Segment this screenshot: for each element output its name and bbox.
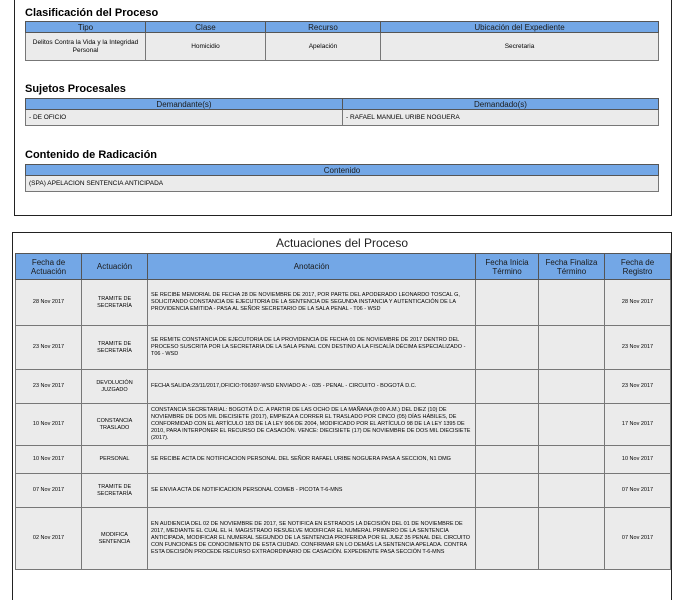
col-fecha-finaliza: Fecha Finaliza Término	[539, 254, 605, 280]
cell-fecha-finaliza	[539, 474, 605, 508]
actuaciones-title: Actuaciones del Proceso	[275, 236, 409, 250]
cell-fecha-inicia	[476, 508, 539, 570]
col-actuacion: Actuación	[82, 254, 148, 280]
cell-anotacion: EN AUDIENCIA DEL 02 DE NOVIEMBRE DE 2017, SE NOTIFICA EN ESTRADOS LA DECISIÓN DEL 01 DE NOVIEMBRE DE 2017, MEDIANTE EL CUAL EL H. MAGISTRADO RESUELVE MODIFICAR EL NUMERAL PRIMERO DE LA SENTENCIA ANTICIPADA, MODIFICAR EL NUMERAL SEGUNDO DE LA SENTENCIA PROFERIDA POR EL JUEZ 35 PENAL DEL CIRCUITO CON FUNCIONES DE CONOCIMIENTO DE ESTA CIUDAD. CONFIRMAR EN LO DEMÁS LA SENTENCIA APELADA. CONTRA ESTA DECISIÓN PROCEDE RECURSO EXTRAORDINARIO DE CASACIÓN. EXPEDIENTE PASA SECCIÓN T-6-MNS	[148, 508, 476, 570]
cell-fecha-registro: 17 Nov 2017	[605, 404, 671, 446]
cell-actuacion: CONSTANCIA TRASLADO	[82, 404, 148, 446]
cell-demandado: - RAFAEL MANUEL URIBE NOGUERA	[343, 110, 659, 126]
cell-clase: Homicidio	[146, 33, 266, 61]
cell-fecha-finaliza	[539, 446, 605, 474]
cell-anotacion: SE RECIBE MEMORIAL DE FECHA 28 DE NOVIEMBRE DE 2017, POR PARTE DEL APODERADO LEONARDO TOSCAL G, SOLICITANDO CONSTANCIA DE EJECUTORIA DE LA SENTENCIA DE SEGUNDA INSTANCIA Y AUTENTICACIÓN DE LA PROVIDENCIA EMITIDA - PASA AL SEÑOR SECRETARIO DE LA SALA PENAL - T06 - WSD	[148, 280, 476, 326]
cell-actuacion: DEVOLUCIÓN JUZGADO	[82, 370, 148, 404]
cell-contenido: (SPA) APELACION SENTENCIA ANTICIPADA	[26, 176, 659, 192]
cell-actuacion: TRAMITE DE SECRETARÍA	[82, 326, 148, 370]
cell-fecha-actuacion: 07 Nov 2017	[16, 474, 82, 508]
col-fecha-actuacion: Fecha de Actuación	[16, 254, 82, 280]
cell-anotacion: SE REMITE CONSTANCIA DE EJECUTORIA DE LA PROVIDENCIA DE FECHA 01 DE NOVIEMBRE DE 2017 DENTRO DEL PROCESO SUSCRITA POR LA SECRETARIA DE LA SALA PENAL CON DESTINO A LA FISCALÍA DÉCIMA ESPECIALIZADO - T06 - WSD	[148, 326, 476, 370]
cell-actuacion: PERSONAL	[82, 446, 148, 474]
col-anotacion: Anotación	[148, 254, 476, 280]
cell-fecha-finaliza	[539, 508, 605, 570]
cell-fecha-registro: 23 Nov 2017	[605, 370, 671, 404]
cell-fecha-actuacion: 02 Nov 2017	[16, 508, 82, 570]
col-demandante: Demandante(s)	[26, 99, 343, 110]
cell-fecha-actuacion: 10 Nov 2017	[16, 446, 82, 474]
cell-tipo: Delitos Contra la Vida y la Integridad Personal	[26, 33, 146, 61]
col-clase: Clase	[146, 22, 266, 33]
actuacion-row	[16, 446, 671, 474]
cell-fecha-finaliza	[539, 280, 605, 326]
actuacion-row	[16, 280, 671, 326]
clasificacion-title: Clasificación del Proceso	[25, 7, 159, 19]
cell-demandante: - DE OFICIO	[26, 110, 343, 126]
cell-fecha-inicia	[476, 280, 539, 326]
col-demandado: Demandado(s)	[343, 99, 659, 110]
cell-fecha-registro: 28 Nov 2017	[605, 280, 671, 326]
actuaciones-table	[15, 253, 671, 570]
actuacion-row	[16, 370, 671, 404]
col-tipo: Tipo	[26, 22, 146, 33]
cell-anotacion: SE ENVIA ACTA DE NOTIFICACION PERSONAL COMEB - PICOTA T-6-MNS	[148, 474, 476, 508]
cell-fecha-actuacion: 23 Nov 2017	[16, 370, 82, 404]
sujetos-title: Sujetos Procesales	[25, 83, 126, 95]
contenido-table	[25, 164, 659, 192]
cell-fecha-inicia	[476, 446, 539, 474]
cell-fecha-actuacion: 23 Nov 2017	[16, 326, 82, 370]
actuacion-row	[16, 508, 671, 570]
cell-actuacion: TRAMITE DE SECRETARÍA	[82, 474, 148, 508]
cell-anotacion: CONSTANCIA SECRETARIAL: BOGOTÁ D.C. A PARTIR DE LAS OCHO DE LA MAÑANA (8:00 A.M.) DEL DIEZ (10) DE NOVIEMBRE DE DOS MIL DIECISIETE (2017), EMPIEZA A CORRER EL TRASLADO POR CINCO (05) DÍAS HÁBILES, DE CONFORMIDAD CON EL ARTÍCULO 183 DE LA LEY 906 DE 2004, MODIFICADO POR EL ARTÍCULO 98 DE LA LEY 1395 DE 2010, PARA INTERPONER EL RECURSO DE CASACIÓN. VENCE: DIECISIETE (17) DE NOVIEMBRE DE DOS MIL DIECISIETE (2017).	[148, 404, 476, 446]
col-ubicacion: Ubicación del Expediente	[381, 22, 659, 33]
col-fecha-inicia: Fecha Inicia Término	[476, 254, 539, 280]
cell-fecha-inicia	[476, 326, 539, 370]
cell-fecha-finaliza	[539, 326, 605, 370]
cell-fecha-actuacion: 10 Nov 2017	[16, 404, 82, 446]
cell-fecha-finaliza	[539, 404, 605, 446]
cell-anotacion: FECHA SALIDA:23/11/2017,OFICIO:T06397-WSD ENVIADO A: - 035 - PENAL - CIRCUITO - BOGOTÁ D.C.	[148, 370, 476, 404]
actuacion-row	[16, 326, 671, 370]
cell-fecha-actuacion: 28 Nov 2017	[16, 280, 82, 326]
col-recurso: Recurso	[266, 22, 381, 33]
cell-anotacion: SE RECIBE ACTA DE NOTIFICACION PERSONAL DEL SEÑOR RAFAEL URIBE NOGUERA PASA A SECCION, N1 DMG	[148, 446, 476, 474]
contenido-title: Contenido de Radicación	[25, 149, 158, 161]
cell-recurso: Apelación	[266, 33, 381, 61]
cell-fecha-inicia	[476, 370, 539, 404]
cell-fecha-inicia	[476, 404, 539, 446]
cell-ubicacion: Secretaria	[381, 33, 659, 61]
col-contenido: Contenido	[26, 165, 659, 176]
actuacion-row	[16, 474, 671, 508]
sujetos-table	[25, 98, 659, 126]
actuaciones-panel	[12, 232, 672, 600]
cell-fecha-inicia	[476, 474, 539, 508]
cell-fecha-registro: 07 Nov 2017	[605, 474, 671, 508]
cell-fecha-registro: 07 Nov 2017	[605, 508, 671, 570]
clasificacion-table	[25, 21, 659, 61]
process-info-panel	[14, 0, 672, 216]
actuacion-row	[16, 404, 671, 446]
cell-actuacion: MODIFICA SENTENCIA	[82, 508, 148, 570]
cell-fecha-registro: 23 Nov 2017	[605, 326, 671, 370]
col-fecha-registro: Fecha de Registro	[605, 254, 671, 280]
cell-fecha-registro: 10 Nov 2017	[605, 446, 671, 474]
cell-fecha-finaliza	[539, 370, 605, 404]
cell-actuacion: TRAMITE DE SECRETARÍA	[82, 280, 148, 326]
